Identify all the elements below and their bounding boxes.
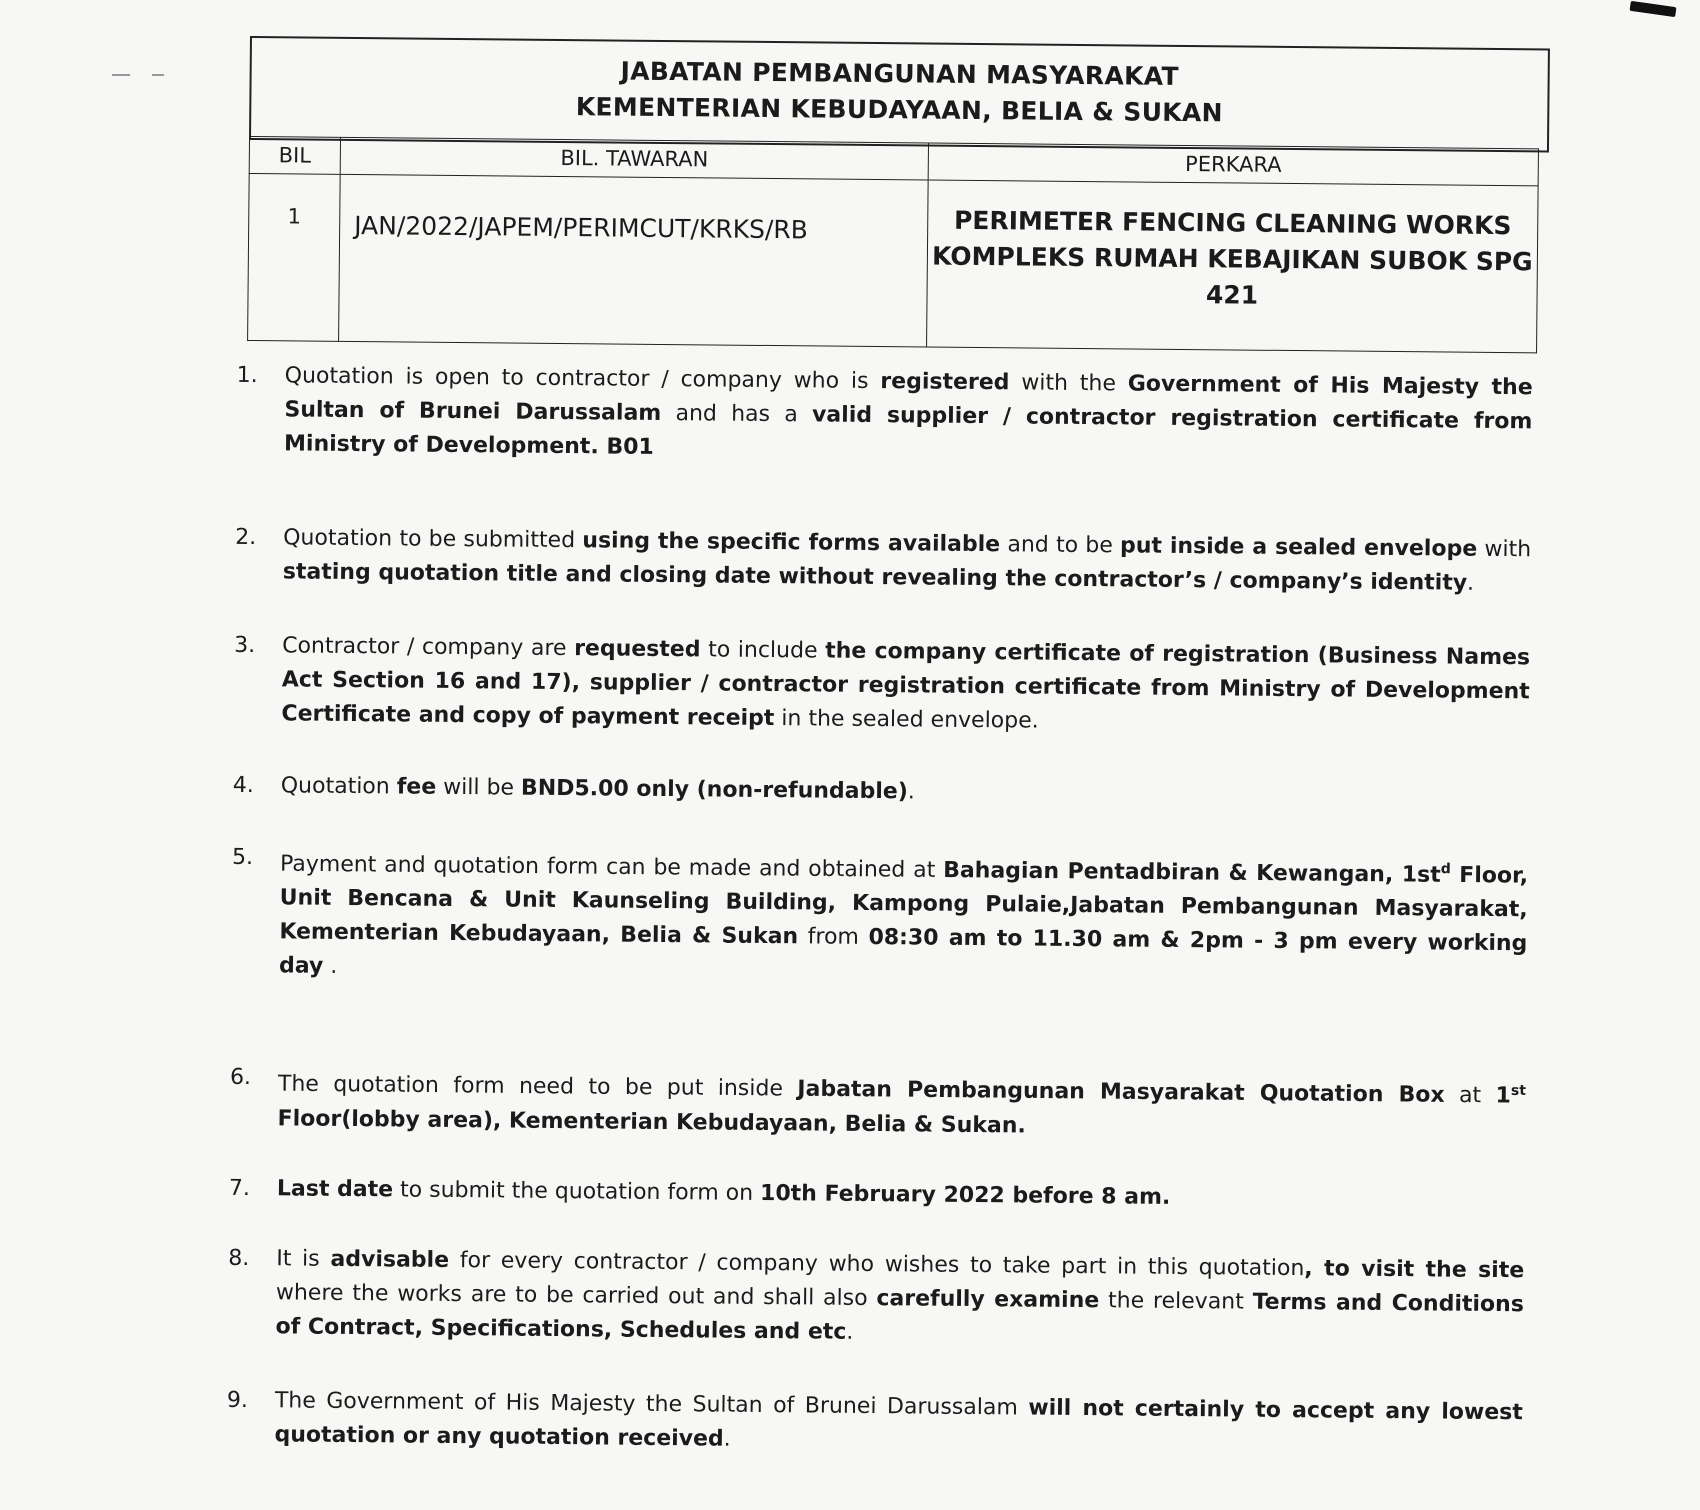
clause-number: 2.	[235, 524, 257, 551]
clause-number: 7.	[228, 1175, 251, 1201]
quotation-table	[247, 136, 1539, 353]
cell-title	[927, 180, 1539, 353]
list-item	[219, 1061, 1540, 1148]
table-row	[248, 173, 1539, 352]
clause-text: The Government of His Majesty the Sultan of Brunei Darussalam will not certainly to accept any lowest quotation or any quotation received.	[274, 1387, 1523, 1452]
clause-number: 9.	[226, 1387, 249, 1413]
clause-text: Quotation fee will be BND5.00 only (non-refundable).	[280, 773, 915, 805]
list-item	[216, 1383, 1537, 1464]
clause-text: Last date to submit the quotation form on 10th February 2022 before 8 am.	[276, 1175, 1171, 1210]
department-name: JABATAN PEMBANGUNAN MASYARAKAT	[620, 56, 1179, 91]
list-item	[223, 769, 1543, 816]
clause-number: 8.	[228, 1245, 250, 1271]
clause-text: The quotation form need to be put inside Jabatan Pembangunan Masyarakat Quotation Box at 1st Floor(lobby area), Kementerian Kebudayaan, Belia & Sukan.	[277, 1071, 1527, 1139]
col-header-bil: BIL	[249, 137, 340, 175]
col-header-ref: BIL. TAWARAN	[340, 137, 928, 180]
margin-marks	[112, 74, 192, 88]
title-line-3: 421	[1205, 280, 1259, 310]
col-header-title: PERKARA	[928, 143, 1538, 186]
clause-text: Payment and quotation form can be made and obtained at Bahagian Pentadbiran & Kewangan, $1st^d$ Floor, Unit Bencana & Unit Kaunseling Building, Kampong Pulaie,Jabatan Pembangunan Masyarakat, Kementerian Kebudayaan, Belia & Sukan from 08:30 am to 11.30 am & 2pm - 3 pm every working day .	[278, 851, 1529, 980]
clause-text: Quotation is open to contractor / company who is registered with the Government of His Majesty the Sultan of Brunei Darussalam and has a valid supplier / contractor registration certificate from Ministry of Development. B01	[283, 363, 1533, 460]
clause-number: 1.	[236, 362, 258, 389]
clause-text: It is advisable for every contractor / company who wishes to take part in this quotation, to visit the site where the works are to be carried out and shall also carefully examine the relevant Terms and Conditions of Contract, Specifications, Schedules and etc.	[275, 1245, 1525, 1345]
title-line-2: KOMPLEKS RUMAH KEBAJIKAN SUBOK SPG	[931, 241, 1533, 277]
list-item	[223, 629, 1544, 744]
list-item	[221, 841, 1542, 996]
header-box	[249, 36, 1550, 152]
title-line-1: PERIMETER FENCING CLEANING WORKS	[953, 205, 1512, 241]
document-body	[226, 36, 1550, 1464]
list-item	[226, 359, 1547, 474]
ministry-name: KEMENTERIAN KEBUDAYAAN, BELIA & SUKAN	[575, 92, 1223, 128]
clause-text: Quotation to be submitted using the specific forms available and to be put inside a sealed envelope with stating quotation title and closing date without revealing the contractor’s / company’s identity.	[282, 525, 1532, 596]
clause-list	[216, 359, 1546, 1464]
cell-bil: 1	[248, 173, 341, 341]
list-item	[225, 521, 1546, 602]
clause-number: 3.	[234, 632, 256, 659]
clause-number: 4.	[232, 772, 254, 799]
clause-text: Contractor / company are requested to include the company certificate of registration (Business Names Act Section 16 and 17), supplier / contractor registration certificate from Ministry of Development Certificate and copy of payment receipt in the sealed envelope.	[281, 633, 1531, 734]
clause-number: 6.	[229, 1065, 252, 1091]
scan-corner-mark	[1630, 1, 1677, 17]
cell-ref: JAN/2022/JAPEM/PERIMCUT/KRKS/RB	[339, 174, 929, 347]
list-item	[217, 1241, 1538, 1356]
clause-number: 5.	[231, 844, 254, 871]
list-item	[219, 1171, 1539, 1218]
